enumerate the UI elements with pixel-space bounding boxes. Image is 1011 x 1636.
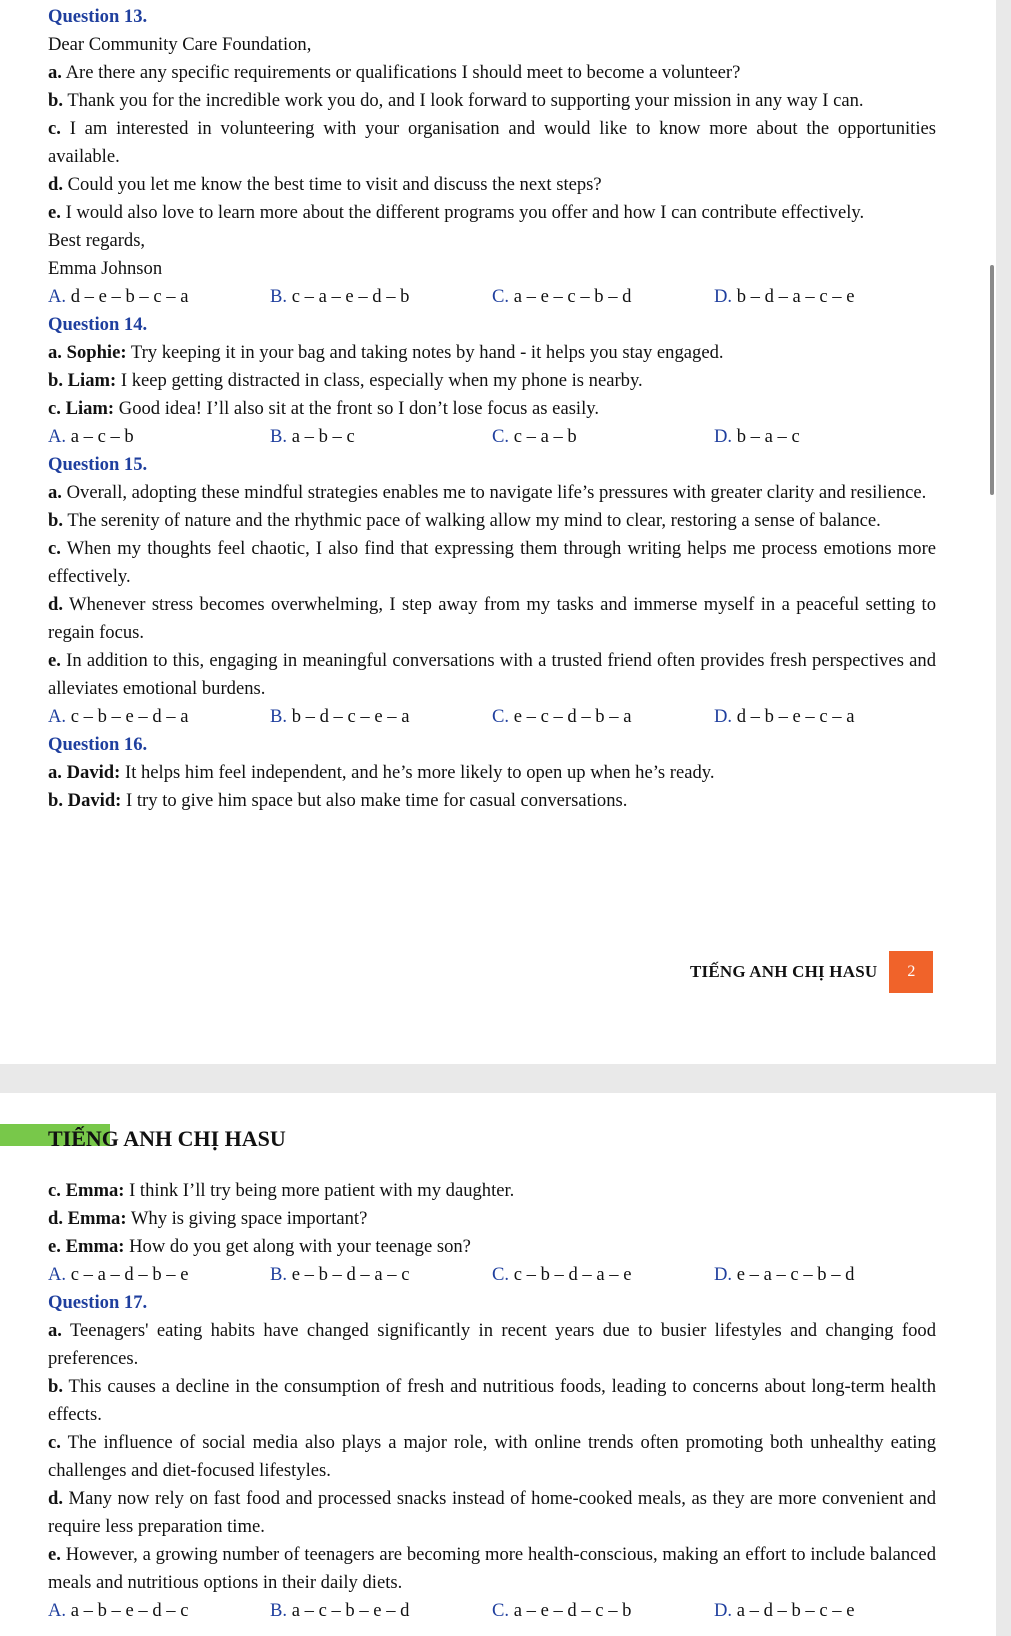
q15-options: [48, 703, 936, 731]
q16-item-e: e. Emma: How do you get along with your teenage son?: [48, 1236, 471, 1257]
page-header-title: TIẾNG ANH CHỊ HASU: [48, 1126, 286, 1151]
q14-option-b[interactable]: B. a – b – c: [270, 426, 355, 447]
q16-option-c[interactable]: C. c – b – d – a – e: [492, 1264, 632, 1285]
q14-option-d[interactable]: D. b – a – c: [714, 426, 800, 447]
q17-option-d[interactable]: D. a – d – b – c – e: [714, 1600, 855, 1621]
q17-options: [48, 1597, 936, 1625]
q13-options: [48, 283, 936, 311]
q15-item-e: e. In addition to this, engaging in meaningful conversations with a trusted friend often provides fresh perspectives and alleviates emotional burdens.: [48, 650, 936, 699]
q14-item-a: a. Sophie: Try keeping it in your bag and taking notes by hand - it helps you stay engaged.: [48, 342, 724, 363]
page-number-badge: 2: [889, 951, 933, 993]
q13-item-c: c. I am interested in volunteering with your organisation and would like to know more about the opportunities available.: [48, 118, 936, 167]
q13-item-b: b. Thank you for the incredible work you do, and I look forward to supporting your mission in any way I can.: [48, 90, 864, 111]
q16-item-b: b. David: I try to give him space but also make time for casual conversations.: [48, 790, 628, 811]
q17-option-a[interactable]: A. a – b – e – d – c: [48, 1600, 189, 1621]
page-footer: [690, 951, 933, 993]
question-14-title: Question 14.: [48, 314, 148, 335]
q16-option-b[interactable]: B. e – b – d – a – c: [270, 1264, 410, 1285]
q17-item-a: a. Teenagers' eating habits have changed significantly in recent years due to busier lifestyles and changing food preferences.: [48, 1320, 936, 1369]
question-16-title: Question 16.: [48, 734, 148, 755]
q15-option-a[interactable]: A. c – b – e – d – a: [48, 706, 189, 727]
q16-item-a: a. David: It helps him feel independent, and he’s more likely to open up when he’s ready.: [48, 762, 715, 783]
question-13-title: Question 13.: [48, 6, 148, 27]
q16-item-c: c. Emma: I think I’ll try being more patient with my daughter.: [48, 1180, 515, 1201]
q16-options: [48, 1261, 936, 1289]
q15-item-c: c. When my thoughts feel chaotic, I also find that expressing them through writing helps me process emotions more effectively.: [48, 538, 937, 587]
q15-item-b: b. The serenity of nature and the rhythmic pace of walking allow my mind to clear, restoring a sense of balance.: [48, 510, 881, 531]
q16-item-d: d. Emma: Why is giving space important?: [48, 1208, 368, 1229]
q15-option-b[interactable]: B. b – d – c – e – a: [270, 706, 410, 727]
q13-option-b[interactable]: B. c – a – e – d – b: [270, 286, 410, 307]
q15-option-c[interactable]: C. e – c – d – b – a: [492, 706, 632, 727]
q13-item-e: e. I would also love to learn more about the different programs you offer and how I can contribute effectively.: [48, 202, 865, 223]
q14-option-a[interactable]: A. a – c – b: [48, 426, 134, 447]
question-15-title: Question 15.: [48, 454, 148, 475]
q13-closing: Best regards,: [48, 230, 146, 251]
q13-item-a: a. Are there any specific requirements or qualifications I should meet to become a volunteer?: [48, 62, 741, 83]
footer-title: TIẾNG ANH CHỊ HASU: [690, 962, 878, 981]
q17-item-b: b. This causes a decline in the consumption of fresh and nutritious foods, leading to concerns about long-term health effects.: [48, 1376, 936, 1425]
q17-item-c: c. The influence of social media also plays a major role, with online trends often promoting both unhealthy eating challenges and diet-focused lifestyles.: [48, 1432, 937, 1481]
q17-option-c[interactable]: C. a – e – d – c – b: [492, 1600, 632, 1621]
q13-item-d: d. Could you let me know the best time to visit and discuss the next steps?: [48, 174, 602, 195]
scrollbar-thumb[interactable]: [990, 265, 994, 495]
q14-item-c: c. Liam: Good idea! I’ll also sit at the front so I don’t lose focus as easily.: [48, 398, 599, 419]
q13-option-d[interactable]: D. b – d – a – c – e: [714, 286, 855, 307]
q16-option-a[interactable]: A. c – a – d – b – e: [48, 1264, 189, 1285]
q13-option-a[interactable]: A. d – e – b – c – a: [48, 286, 189, 307]
q17-item-d: d. Many now rely on fast food and processed snacks instead of home-cooked meals, as they are more convenient and require less preparation time.: [48, 1488, 936, 1537]
page-2-content: [48, 1177, 936, 1625]
q17-option-b[interactable]: B. a – c – b – e – d: [270, 1600, 410, 1621]
q13-signature: Emma Johnson: [48, 258, 163, 279]
q15-option-d[interactable]: D. d – b – e – c – a: [714, 706, 855, 727]
q17-item-e: e. However, a growing number of teenagers are becoming more health-conscious, making an effort to include balanced meals and nutritious options in their daily diets.: [48, 1544, 936, 1593]
page-1-content: [48, 3, 936, 815]
q14-item-b: b. Liam: I keep getting distracted in class, especially when my phone is nearby.: [48, 370, 643, 391]
q14-option-c[interactable]: C. c – a – b: [492, 426, 577, 447]
q15-item-a: a. Overall, adopting these mindful strategies enables me to navigate life’s pressures with greater clarity and resilience.: [48, 482, 927, 503]
q16-option-d[interactable]: D. e – a – c – b – d: [714, 1264, 855, 1285]
question-17-title: Question 17.: [48, 1292, 148, 1313]
q13-greeting: Dear Community Care Foundation,: [48, 34, 312, 55]
q13-option-c[interactable]: C. a – e – c – b – d: [492, 286, 632, 307]
q14-options: [48, 423, 936, 451]
q15-item-d: d. Whenever stress becomes overwhelming, I step away from my tasks and immerse myself in a peaceful setting to regain focus.: [48, 594, 937, 643]
